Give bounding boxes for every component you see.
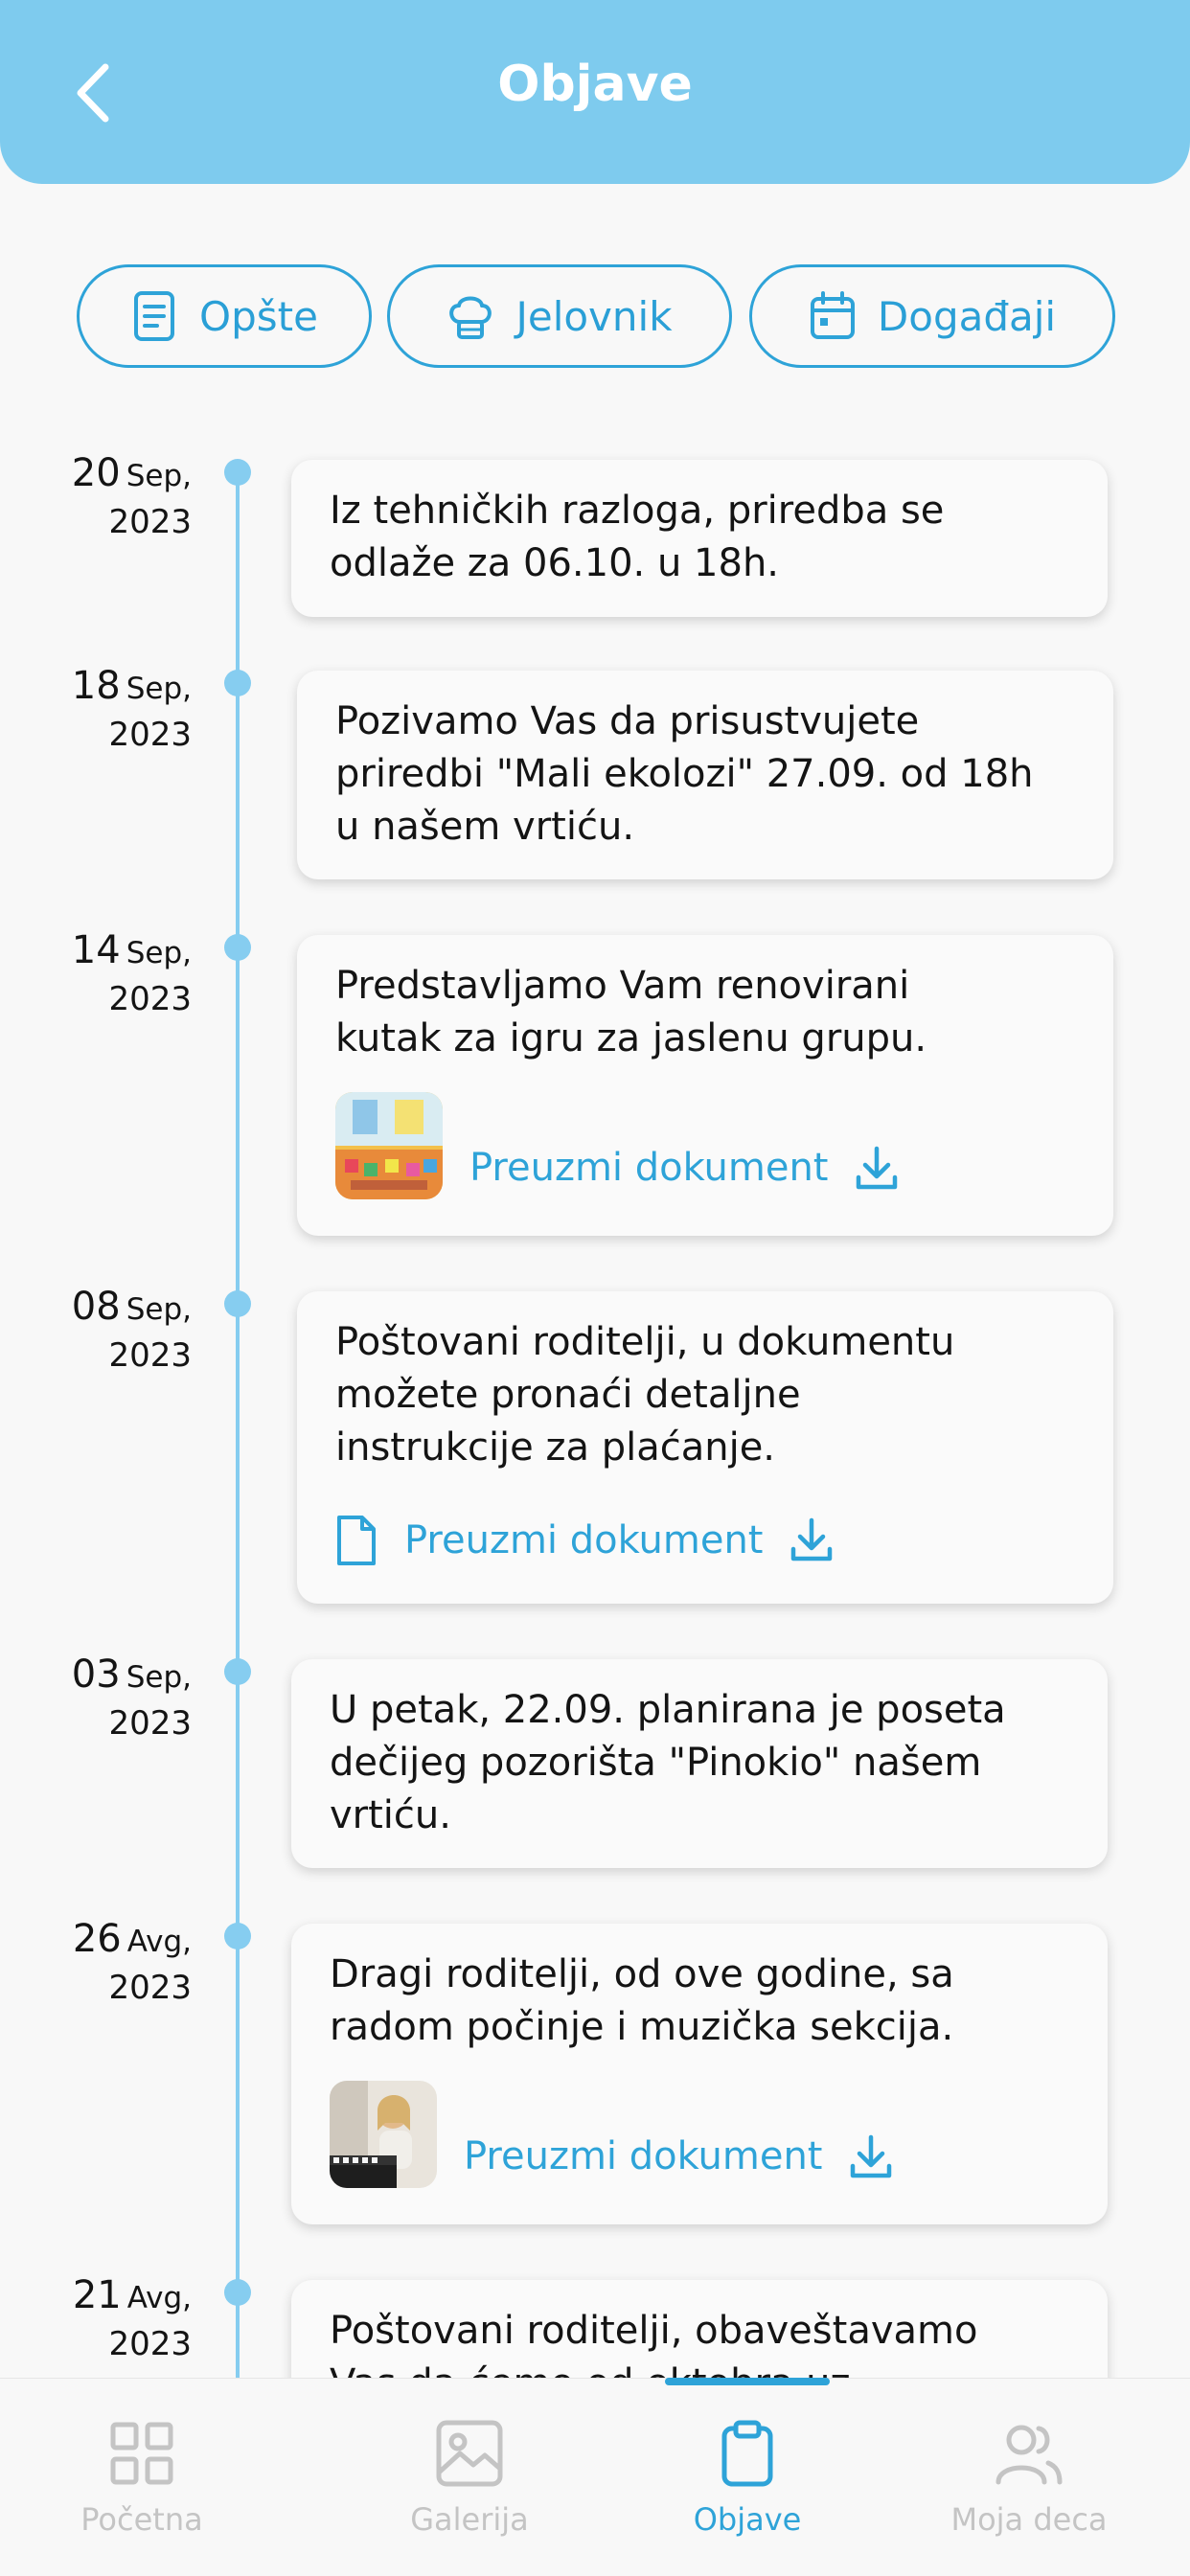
download-label: Preuzmi dokument bbox=[404, 1517, 764, 1562]
nav-label-my-children: Moja deca bbox=[950, 2501, 1108, 2538]
post-card[interactable] bbox=[291, 1924, 1108, 2224]
nav-item-gallery[interactable] bbox=[355, 2419, 584, 2538]
download-label: Preuzmi dokument bbox=[469, 1146, 829, 1190]
users-icon bbox=[995, 2419, 1064, 2488]
post-card[interactable] bbox=[291, 460, 1108, 617]
download-document-link[interactable] bbox=[469, 1142, 900, 1195]
document-icon bbox=[130, 289, 178, 343]
post-date: 14 Sep, 2023 bbox=[71, 928, 192, 1018]
nav-item-my-children[interactable] bbox=[914, 2419, 1144, 2538]
filter-general-button[interactable] bbox=[77, 264, 372, 368]
filter-general-label: Opšte bbox=[199, 292, 318, 340]
download-document-link[interactable] bbox=[335, 1514, 835, 1567]
playroom-thumbnail-image[interactable] bbox=[335, 1092, 443, 1199]
post-text: Poštovani roditelji, u dokumentu možete pronaći detaljne instrukcije za plaćanje. bbox=[335, 1320, 955, 1470]
timeline-dot bbox=[224, 2279, 251, 2306]
grid-icon bbox=[107, 2419, 176, 2488]
bottom-navigation bbox=[0, 2378, 1190, 2576]
nav-label-posts: Objave bbox=[693, 2501, 802, 2538]
post-text: U petak, 22.09. planirana je poseta dečijeg pozorišta "Pinokio" našem vrtiću. bbox=[330, 1688, 1006, 1837]
post-date: 21 Avg, 2023 bbox=[72, 2273, 192, 2363]
app-header bbox=[0, 0, 1190, 184]
filter-events-label: Događaji bbox=[877, 292, 1057, 340]
post-date: 18 Sep, 2023 bbox=[71, 664, 192, 754]
post-date: 26 Avg, 2023 bbox=[72, 1917, 192, 2007]
timeline-dot bbox=[224, 934, 251, 961]
image-icon bbox=[435, 2419, 504, 2488]
filter-events-button[interactable] bbox=[749, 264, 1115, 368]
nav-item-home[interactable] bbox=[27, 2419, 257, 2538]
timeline-dot bbox=[224, 459, 251, 486]
download-label: Preuzmi dokument bbox=[464, 2134, 823, 2178]
post-text: Pozivamo Vas da prisustvujete priredbi "Mali ekolozi" 27.09. od 18h u našem vrtiću. bbox=[335, 699, 1034, 849]
post-card[interactable] bbox=[297, 671, 1113, 879]
nav-label-gallery: Galerija bbox=[410, 2501, 529, 2538]
post-text: Poštovani roditelji, obaveštavamo bbox=[330, 2309, 978, 2353]
download-document-link[interactable] bbox=[464, 2131, 894, 2183]
calendar-icon bbox=[809, 289, 857, 343]
page-title: Objave bbox=[497, 56, 693, 113]
filter-menu-label: Jelovnik bbox=[515, 292, 673, 340]
timeline-line bbox=[236, 474, 240, 2390]
file-icon bbox=[335, 1514, 378, 1567]
post-text: Predstavljamo Vam renovirani kutak za igru za jaslenu grupu. bbox=[335, 964, 927, 1060]
download-icon bbox=[854, 1145, 900, 1193]
nav-item-posts[interactable] bbox=[632, 2419, 862, 2538]
post-date: 08 Sep, 2023 bbox=[71, 1285, 192, 1375]
timeline-dot bbox=[224, 670, 251, 696]
nav-label-home: Početna bbox=[80, 2501, 203, 2538]
timeline-dot bbox=[224, 1923, 251, 1949]
post-date: 03 Sep, 2023 bbox=[71, 1653, 192, 1743]
post-card[interactable] bbox=[297, 1291, 1113, 1604]
clipboard-icon bbox=[713, 2419, 782, 2488]
timeline-dot bbox=[224, 1290, 251, 1317]
post-date: 20 Sep, 2023 bbox=[71, 451, 192, 541]
filter-menu-button[interactable] bbox=[387, 264, 732, 368]
music-thumbnail-image[interactable] bbox=[330, 2081, 437, 2188]
download-icon bbox=[789, 1516, 835, 1564]
post-card[interactable] bbox=[291, 1659, 1108, 1868]
post-card[interactable] bbox=[297, 935, 1113, 1236]
post-text: Iz tehničkih razloga, priredba se odlaže za 06.10. u 18h. bbox=[330, 489, 945, 585]
post-text: Dragi roditelji, od ove godine, sa radom počinje i muzička sekcija. bbox=[330, 1952, 954, 2049]
active-tab-indicator bbox=[665, 2378, 830, 2385]
download-icon bbox=[848, 2133, 894, 2181]
timeline-dot bbox=[224, 1658, 251, 1685]
chef-hat-icon bbox=[446, 289, 494, 343]
